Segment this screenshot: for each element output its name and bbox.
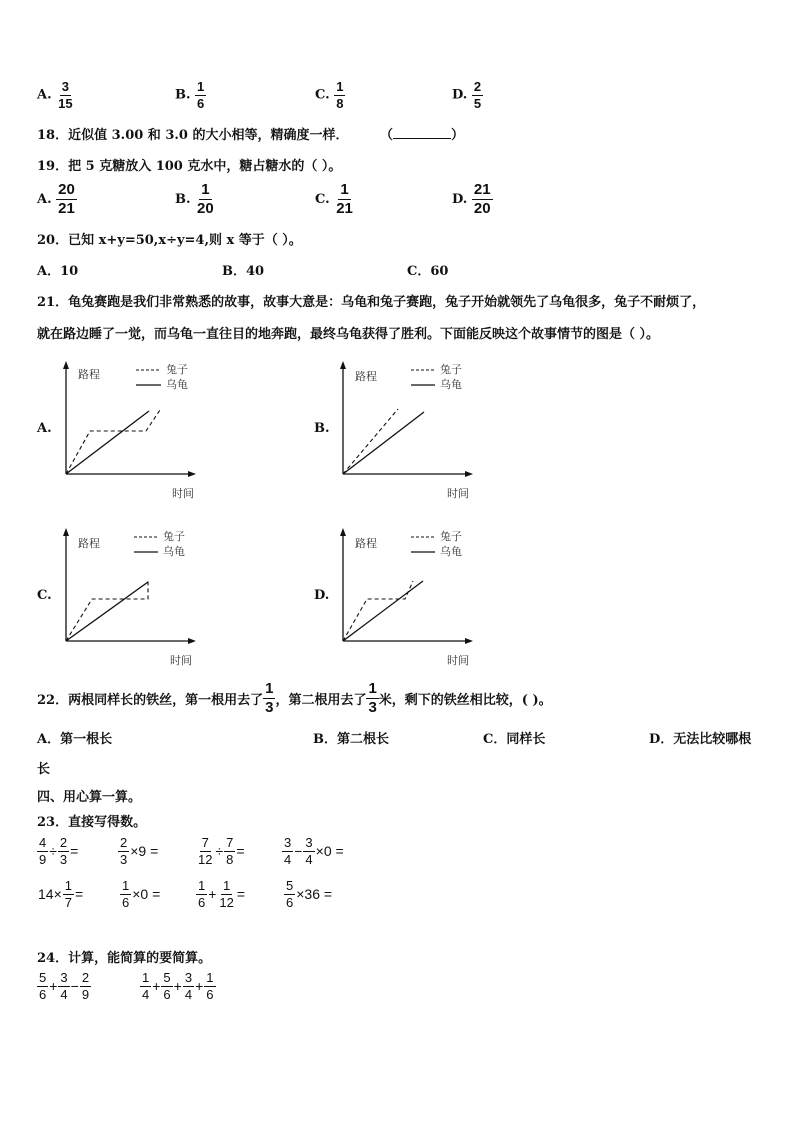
legend-turtle: 乌龟 [166,378,188,391]
numerator: 1 [64,878,72,893]
x-axis-label: 时间 [172,487,194,500]
section-title: 四、用心算一算。 [37,790,142,805]
q19-option-b[interactable] [175,182,216,217]
denominator: 12 [219,894,234,910]
fraction [118,836,129,866]
rabbit-line [343,581,413,641]
denominator: 6 [286,894,294,910]
fraction [161,971,172,1001]
numerator: 3 [184,970,193,985]
operator: 14× [38,886,62,903]
question-23: 23．直接写得数。 [37,815,147,830]
operator: + [49,978,58,995]
legend-rabbit: 兔子 [163,530,185,543]
question-19 [37,155,341,174]
q17-option-c[interactable] [315,80,345,110]
fraction [80,971,91,1001]
question-18 [37,124,348,143]
numerator: 1 [336,79,344,94]
legend-rabbit: 兔子 [440,530,462,543]
x-axis-label: 时间 [170,654,192,667]
denominator: 7 [64,894,72,910]
denominator: 20 [197,199,214,217]
legend-turtle: 乌龟 [163,545,185,558]
option-letter: D. [452,191,468,207]
blank-line [393,126,451,139]
denominator: 4 [60,986,68,1002]
fraction [183,971,194,1001]
fraction [140,971,151,1001]
numerator: 2 [59,835,68,850]
fraction [195,182,216,217]
numerator: 1 [223,878,231,893]
operator: ÷ [49,843,57,860]
q23-item-5 [37,879,84,909]
denominator: 6 [163,986,171,1002]
equals: = [236,843,245,860]
fraction [472,182,493,217]
operator: − [70,978,79,995]
q22-option-d-wrap: 长 [37,762,51,777]
fraction [196,836,214,866]
denominator: 4 [284,851,292,867]
q17-option-d[interactable] [452,80,483,110]
numerator: 7 [226,835,234,850]
q23-item-8 [284,879,333,909]
option-letter: A. [37,191,52,207]
denominator: 3 [120,851,128,867]
fraction [58,971,69,1001]
turtle-line [343,412,424,474]
denominator: 6 [198,894,206,910]
operator: ÷ [215,843,224,860]
numerator: 2 [120,835,128,850]
denominator: 8 [336,95,344,111]
option-letter: B. [175,191,191,207]
option-letter: C. [315,87,330,103]
q23-item-2 [118,836,159,866]
operator: − [294,843,303,860]
q19-option-a[interactable] [37,182,77,217]
fraction [263,681,275,716]
denominator: 12 [198,851,213,867]
legend-turtle: 乌龟 [440,545,462,558]
operator: + [208,886,217,903]
q19-option-d[interactable] [452,182,493,217]
numerator: 2 [473,79,482,94]
fraction [37,836,48,866]
option-letter: C. [315,191,330,207]
operator: + [152,978,161,995]
denominator: 5 [473,95,482,111]
denominator: 15 [58,95,73,111]
turtle-line [66,411,149,474]
equals: = [70,843,79,860]
question-text: 20．已知 x+y=50,x÷y=4,则 x 等于（ ）。 [37,233,302,248]
q17-option-b[interactable] [175,80,206,110]
question-text: 米，剩下的铁丝相比较，( )。 [378,692,552,708]
operator: ×9 = [130,843,159,860]
denominator: 4 [305,851,313,867]
denominator: 9 [39,851,47,867]
q24-expression-1 [37,971,91,1001]
question-text: 18．近似值 3.00 和 3.0 的大小相等，精确度一样． [37,128,349,143]
question-20 [37,229,302,248]
numerator: 1 [197,79,205,94]
q21-option-a-label[interactable]: A. [37,421,52,436]
fraction [217,879,235,909]
graph-option-b[interactable] [335,358,480,503]
x-axis-label: 时间 [447,654,469,667]
numerator: 1 [122,878,130,893]
numerator: 20 [58,181,75,198]
equals: = [74,886,84,903]
q22-option-a[interactable]: A．第一根长 [37,732,113,747]
q22-option-c[interactable]: C．同样长 [483,732,546,747]
denominator: 21 [336,199,353,217]
q21-option-b-label[interactable]: B. [314,421,330,436]
graph-option-d[interactable] [335,525,480,670]
fraction [334,80,345,110]
denominator: 3 [368,698,377,716]
graph-option-a[interactable] [58,358,203,503]
turtle-line [66,582,148,641]
q23-item-6 [120,879,161,909]
option-letter: A. [37,87,52,103]
question-21-line2: 就在路边睡了一觉，而乌龟一直往目的地奔跑，最终乌龟获得了胜利。下面能反映这个故事情节的图是（ ）。 [37,327,660,342]
numerator: 1 [201,181,210,198]
fraction [56,182,77,217]
denominator: 6 [122,894,130,910]
equals: = [236,886,246,903]
close-paren: ） [451,128,465,143]
option-letter: B. [175,87,191,103]
numerator: 2 [81,970,90,985]
q21-option-c-label[interactable]: C. [37,588,52,603]
operator: ×0 = [132,886,161,903]
numerator: 1 [206,970,214,985]
fraction [196,879,207,909]
denominator: 21 [58,199,75,217]
numerator: 5 [286,878,294,893]
operator: ×36 = [296,886,333,903]
fraction [284,879,295,909]
operator: + [173,978,182,995]
answer-blank-18[interactable] [380,124,464,143]
denominator: 3 [59,851,68,867]
fraction [334,182,355,217]
numerator: 3 [60,970,68,985]
x-axis-label: 时间 [447,487,469,500]
question-24: 24．计算，能简算的要简算。 [37,951,212,966]
q20-option-c[interactable]: C．60 [407,264,449,279]
y-axis-label: 路程 [355,537,377,550]
fraction [366,681,378,716]
q22-option-b[interactable]: B．第二根长 [313,732,389,747]
numerator: 5 [39,970,47,985]
fraction [63,879,74,909]
q23-item-3 [196,836,246,866]
open-paren: （ [380,128,394,143]
fraction [195,80,206,110]
denominator: 6 [39,986,47,1002]
graph-option-c[interactable] [58,525,203,670]
q23-item-7 [196,879,246,909]
question-text: 19．把 5 克糖放入 100 克水中，糖占糖水的（ ）。 [37,159,342,174]
fraction [282,836,293,866]
denominator: 8 [226,851,234,867]
denominator: 4 [142,986,150,1002]
rabbit-line [66,410,160,474]
numerator: 3 [284,835,292,850]
q20-option-a[interactable]: A．10 [37,264,79,279]
turtle-line [343,581,423,641]
y-axis-label: 路程 [78,368,100,381]
numerator: 5 [163,970,171,985]
denominator: 6 [197,95,205,111]
denominator: 4 [184,986,193,1002]
fraction [120,879,131,909]
legend-rabbit: 兔子 [166,363,188,376]
numerator: 3 [61,79,69,94]
option-letter: D. [452,87,468,103]
numerator: 1 [142,970,150,985]
numerator: 1 [265,680,274,697]
numerator: 4 [39,835,47,850]
question-text: ，第二根用去了 [275,692,367,708]
denominator: 9 [81,986,90,1002]
question-text: 22．两根同样长的铁丝，第一根用去了 [37,692,264,708]
denominator: 20 [473,199,491,217]
numerator: 1 [340,181,349,198]
fraction [37,971,48,1001]
question-21-line1: 21．龟兔赛跑是我们非常熟悉的故事，故事大意是：乌龟和兔子赛跑，兔子开始就领先了乌龟很多，兔子不耐烦了， [37,295,706,310]
fraction [472,80,483,110]
q20-option-b[interactable]: B．40 [222,264,265,279]
numerator: 7 [201,835,209,850]
q21-option-d-label[interactable]: D. [314,588,330,603]
denominator: 6 [206,986,214,1002]
fraction [204,971,215,1001]
numerator: 1 [198,878,206,893]
fraction [56,80,74,110]
numerator: 1 [368,680,377,697]
fraction [224,836,235,866]
denominator: 3 [265,698,274,716]
y-axis-label: 路程 [355,370,377,383]
numerator: 3 [305,835,313,850]
fraction [58,836,69,866]
q19-option-c[interactable] [315,182,355,217]
q23-item-4 [282,836,345,866]
q24-expression-2 [140,971,216,1001]
y-axis-label: 路程 [78,537,100,550]
equals: ×0 = [315,843,344,860]
numerator: 21 [473,181,491,198]
fraction [303,836,314,866]
q22-option-d[interactable]: D．无法比较哪根 [649,732,752,747]
question-22 [37,681,552,716]
q17-option-a[interactable] [37,80,75,110]
legend-turtle: 乌龟 [440,378,462,391]
operator: + [195,978,204,995]
q23-item-1 [37,836,79,866]
rabbit-line [343,409,398,474]
legend-rabbit: 兔子 [440,363,462,376]
